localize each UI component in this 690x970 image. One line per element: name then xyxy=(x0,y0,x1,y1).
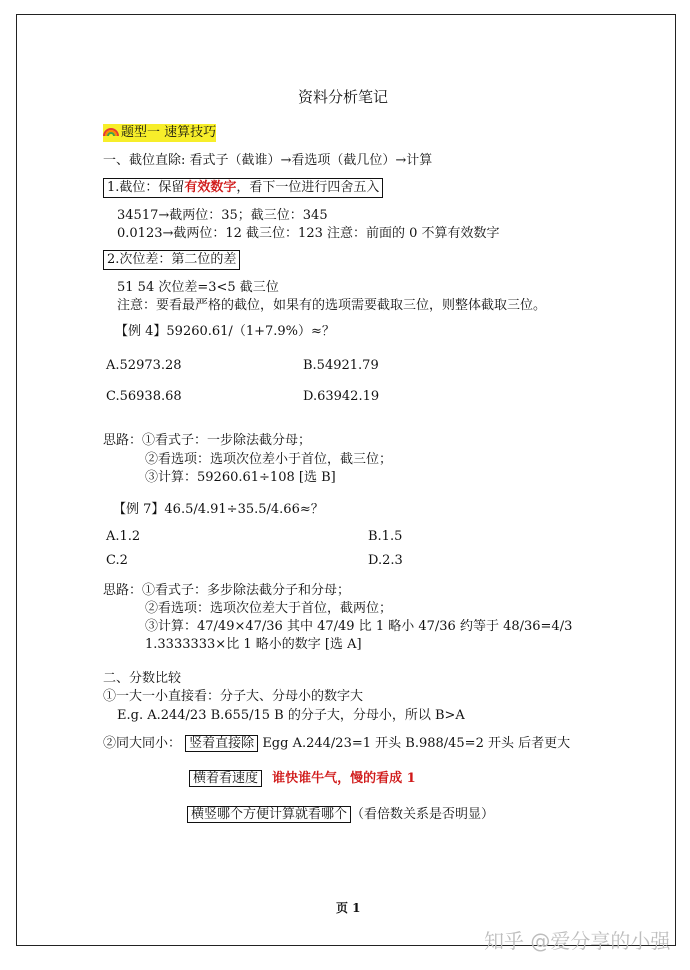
q4-option-d: D.63942.19 xyxy=(303,389,380,404)
fraction-rule-2 xyxy=(103,735,570,753)
q7-solution-4: 1.3333333×比 1 略小的数字 [选 A] xyxy=(145,637,362,652)
fraction-rule-4-box: 横竖哪个方便计算就看哪个 xyxy=(187,806,351,823)
fraction-rule-4 xyxy=(187,806,494,824)
q7-option-d: D.2.3 xyxy=(368,553,403,568)
fraction-rule-2-rest: Egg A.244/23=1 开头 B.988/45=2 开头 后者更大 xyxy=(262,736,571,751)
rainbow-icon xyxy=(103,126,119,137)
rule-truncation-emph: 有效数字 xyxy=(184,180,237,195)
page-title: 资料分析笔记 xyxy=(298,88,389,106)
q4-option-b: B.54921.79 xyxy=(303,358,379,373)
q7-solution-1: 思路：①看式子：多步除法截分子和分母； xyxy=(103,583,351,598)
fraction-rule-3-box: 横着看速度 xyxy=(189,770,262,787)
q4-option-c: C.56938.68 xyxy=(106,389,182,404)
watermark: 知乎 @爱分享的小强 xyxy=(484,929,671,953)
section-tag-label: 题型一 速算技巧 xyxy=(121,125,217,140)
q7-solution-2: ②看选项：选项次位差大于首位，截两位； xyxy=(145,601,393,616)
rule-truncation-c: ，看下一位进行四舍五入 xyxy=(236,180,380,195)
q7-option-b: B.1.5 xyxy=(368,529,403,544)
section1-heading: 一、截位直除: 看式子（截谁）→看选项（截几位）→计算 xyxy=(103,153,433,168)
fraction-rule-2-box: 竖着直接除 xyxy=(185,735,258,752)
q7-option-c: C.2 xyxy=(106,553,128,568)
section2-heading: 二、分数比较 xyxy=(103,671,182,686)
section-tag xyxy=(103,124,216,142)
q4-solution-1: 思路：①看式子：一步除法截分母； xyxy=(103,433,312,448)
fraction-example-1: E.g. A.244/23 B.655/15 B 的分子大，分母小，所以 B>A xyxy=(117,708,465,723)
fraction-rule-3 xyxy=(189,770,416,788)
q7-solution-3: ③计算：47/49×47/36 其中 47/49 比 1 略小 47/36 约等于 48/36=4/3 xyxy=(145,619,573,634)
q4-solution-2: ②看选项：选项次位差小于首位，截三位； xyxy=(145,452,393,467)
rule-truncation-a: 1.截位：保留 xyxy=(107,180,185,195)
q4-solution-3: ③计算：59260.61÷108 [选 B] xyxy=(145,470,336,485)
rule-second-digit: 2.次位差：第二位的差 xyxy=(103,250,240,270)
example-truncation-2: 0.0123→截两位：12 截三位：123 注意：前面的 0 不算有效数字 xyxy=(117,226,500,241)
fraction-rule-3-red: 谁快谁牛气，慢的看成 1 xyxy=(272,771,416,786)
example-second-digit: 51 54 次位差=3<5 截三位 xyxy=(117,280,279,295)
q7-option-a: A.1.2 xyxy=(106,529,141,544)
rule-truncation xyxy=(103,178,383,198)
fraction-rule-1: ①一大一小直接看：分子大、分母小的数字大 xyxy=(103,689,364,704)
fraction-rule-4-rest: （看倍数关系是否明显） xyxy=(351,807,495,822)
q7-prompt: 【例 7】46.5/4.91÷35.5/4.66≈？ xyxy=(113,502,324,517)
q4-option-a: A.52973.28 xyxy=(106,358,182,373)
note-strict-truncation: 注意：要看最严格的截位，如果有的选项需要截取三位，则整体截取三位。 xyxy=(117,298,547,313)
page-number: 页 1 xyxy=(336,901,361,915)
example-truncation-1: 34517→截两位：35；截三位：345 xyxy=(117,208,328,223)
fraction-rule-2-label: ②同大同小： xyxy=(103,736,182,751)
q4-prompt: 【例 4】59260.61/（1+7.9%）≈？ xyxy=(115,324,335,339)
